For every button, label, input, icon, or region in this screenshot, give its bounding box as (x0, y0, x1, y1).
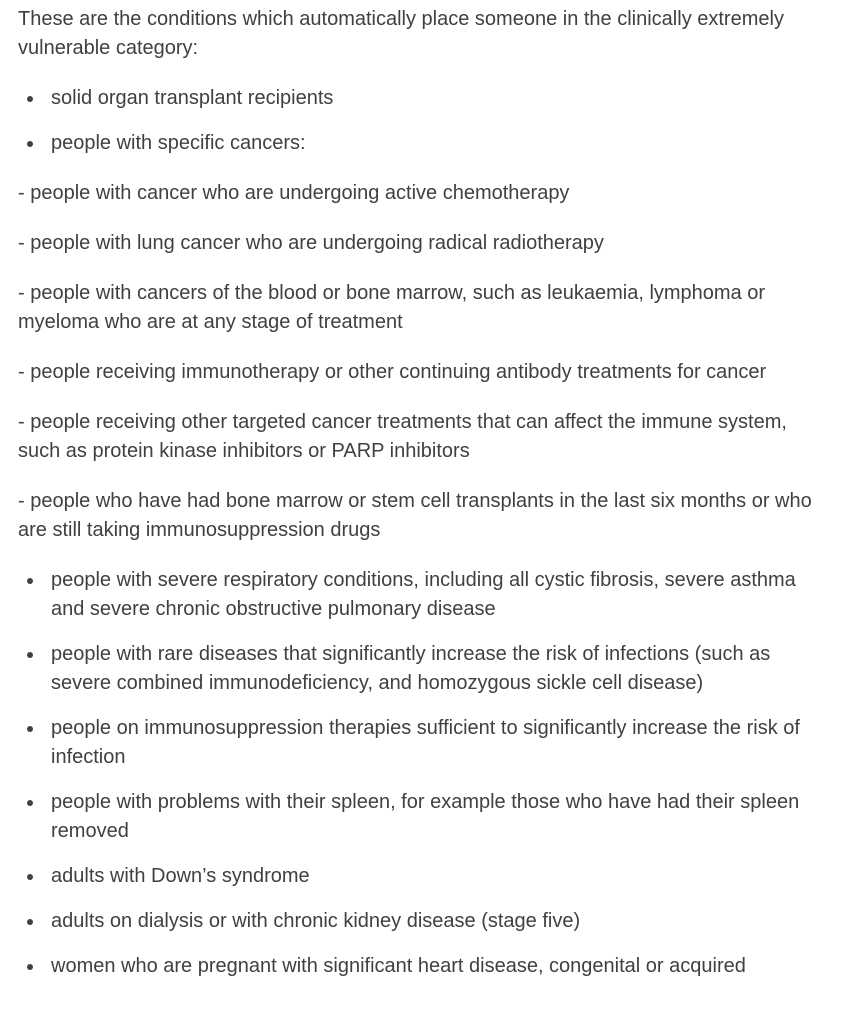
list-item-rare-diseases: people with rare diseases that significantly increase the risk of infections (such as severe combined immunodeficiency, and homozygous sickle cell disease) (51, 640, 818, 698)
list-item-downs-syndrome: adults with Down’s syndrome (51, 862, 818, 891)
list-item-spleen: people with problems with their spleen, for example those who have had their spleen removed (51, 788, 818, 846)
cancer-detail-radiotherapy: - people with lung cancer who are undergoing radical radiotherapy (18, 232, 604, 254)
cancer-detail-chemotherapy: - people with cancer who are undergoing active chemotherapy (18, 182, 570, 204)
intro-paragraph: These are the conditions which automatically place someone in the clinically extremely vulnerable category: (18, 8, 784, 59)
list-item-immunosuppression: people on immunosuppression therapies sufficient to significantly increase the risk of infection (51, 714, 818, 772)
cancer-detail-transplants: - people who have had bone marrow or stem cell transplants in the last six months or who are still taking immunosuppression drugs (18, 490, 812, 541)
conditions-list-primary (18, 84, 818, 158)
list-item-respiratory: people with severe respiratory conditions, including all cystic fibrosis, severe asthma and severe chronic obstructive pulmonary disease (51, 566, 818, 624)
cancer-detail-blood-cancers: - people with cancers of the blood or bone marrow, such as leukaemia, lymphoma or myeloma who are at any stage of treatment (18, 282, 766, 333)
list-item-cancers: people with specific cancers: (51, 129, 818, 158)
cancer-detail-targeted-treatments: - people receiving other targeted cancer treatments that can affect the immune system, such as protein kinase inhibitors or PARP inhibitors (18, 411, 787, 462)
conditions-list-secondary (18, 566, 818, 981)
list-item-pregnant-heart-disease: women who are pregnant with significant heart disease, congenital or acquired (51, 952, 818, 981)
cancer-detail-immunotherapy: - people receiving immunotherapy or other continuing antibody treatments for cancer (18, 361, 767, 383)
list-item-dialysis: adults on dialysis or with chronic kidney disease (stage five) (51, 907, 818, 936)
list-item-transplant: solid organ transplant recipients (51, 84, 818, 113)
